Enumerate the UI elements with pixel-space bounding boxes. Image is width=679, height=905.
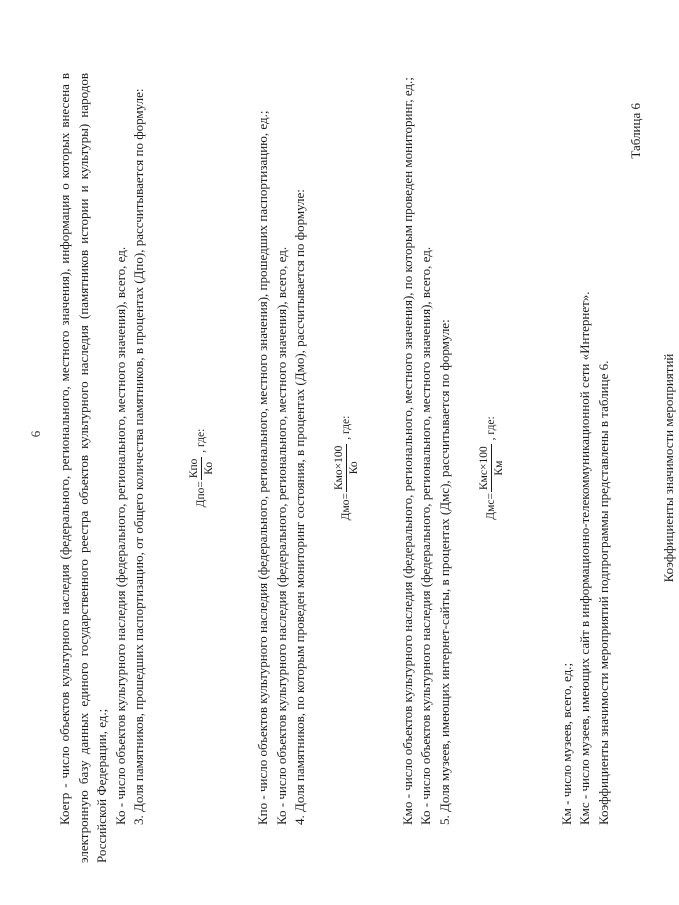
table-label: Таблица 6	[628, 103, 644, 159]
table-title: Коэффициенты значимости мероприятий	[660, 353, 676, 583]
fraction: Кмс×100 Км	[477, 446, 505, 491]
definition-koegr: Коегр - число объектов культурного наследия (федерального, регионального, местного значения), информация о которых внесена в электронную базу данных единого государственного реестра объектов культурного наследия (памятников истории и культуры) народов Российской Федерации, ед.;	[57, 73, 110, 863]
formula-dmo: Дмо= Кмо×100 Ко , где:	[332, 415, 360, 521]
definition-ko: Ко - число объектов культурного наследия (федерального, регионального, местного значения), всего, ед.	[112, 246, 128, 825]
item-4-text: 4. Доля памятников, по которым проведен мониторинг состояния, в процентах (Дмо), рассчитывается по формуле:	[292, 189, 308, 825]
definition-ko-3: Ко - число объектов культурного наследия (федерального, регионального, местного значения), всего, ед.	[418, 246, 434, 825]
formula-dpo: Дпо= Кпо Ко , где:	[187, 428, 215, 508]
page-number: 6	[28, 430, 43, 438]
definition-kmo: Кмо - число объектов культурного наследия (федерального, регионального, местного значения), по которым проведен мониторинг, ед.;	[399, 77, 415, 825]
fraction: Кпо Ко	[187, 458, 215, 479]
definition-kpo: Кпо - число объектов культурного наследия (федерального, регионального, местного значения), прошедших паспортизацию, ед.;	[254, 110, 270, 825]
document-body	[56, 73, 679, 863]
item-5-text: 5. Доля музеев, имеющих интернет-сайты, в процентах (Дмс), рассчитывается по формуле:	[436, 319, 452, 825]
definition-km: Км - число музеев, всего, ед.;	[558, 662, 574, 825]
table-reference-text: Коэффициенты значимости мероприятий подпрограммы представлены в таблице 6.	[595, 360, 611, 825]
fraction: Кмо×100 Ко	[332, 445, 360, 491]
definition-kms: Кмс - число музеев, имеющих сайт в информационно-телекоммуникационной сети «Интернет».	[577, 291, 593, 825]
item-3-text: 3. Доля памятников, прошедших паспортизацию, от общего количества памятников, в процентах (Дпо), рассчитывается по формуле:	[131, 88, 147, 825]
formula-dms: Дмс= Кмс×100 Км , где:	[477, 416, 505, 520]
definition-ko-2: Ко - число объектов культурного наследия (федерального, регионального, местного значения), всего, ед.	[273, 246, 289, 825]
